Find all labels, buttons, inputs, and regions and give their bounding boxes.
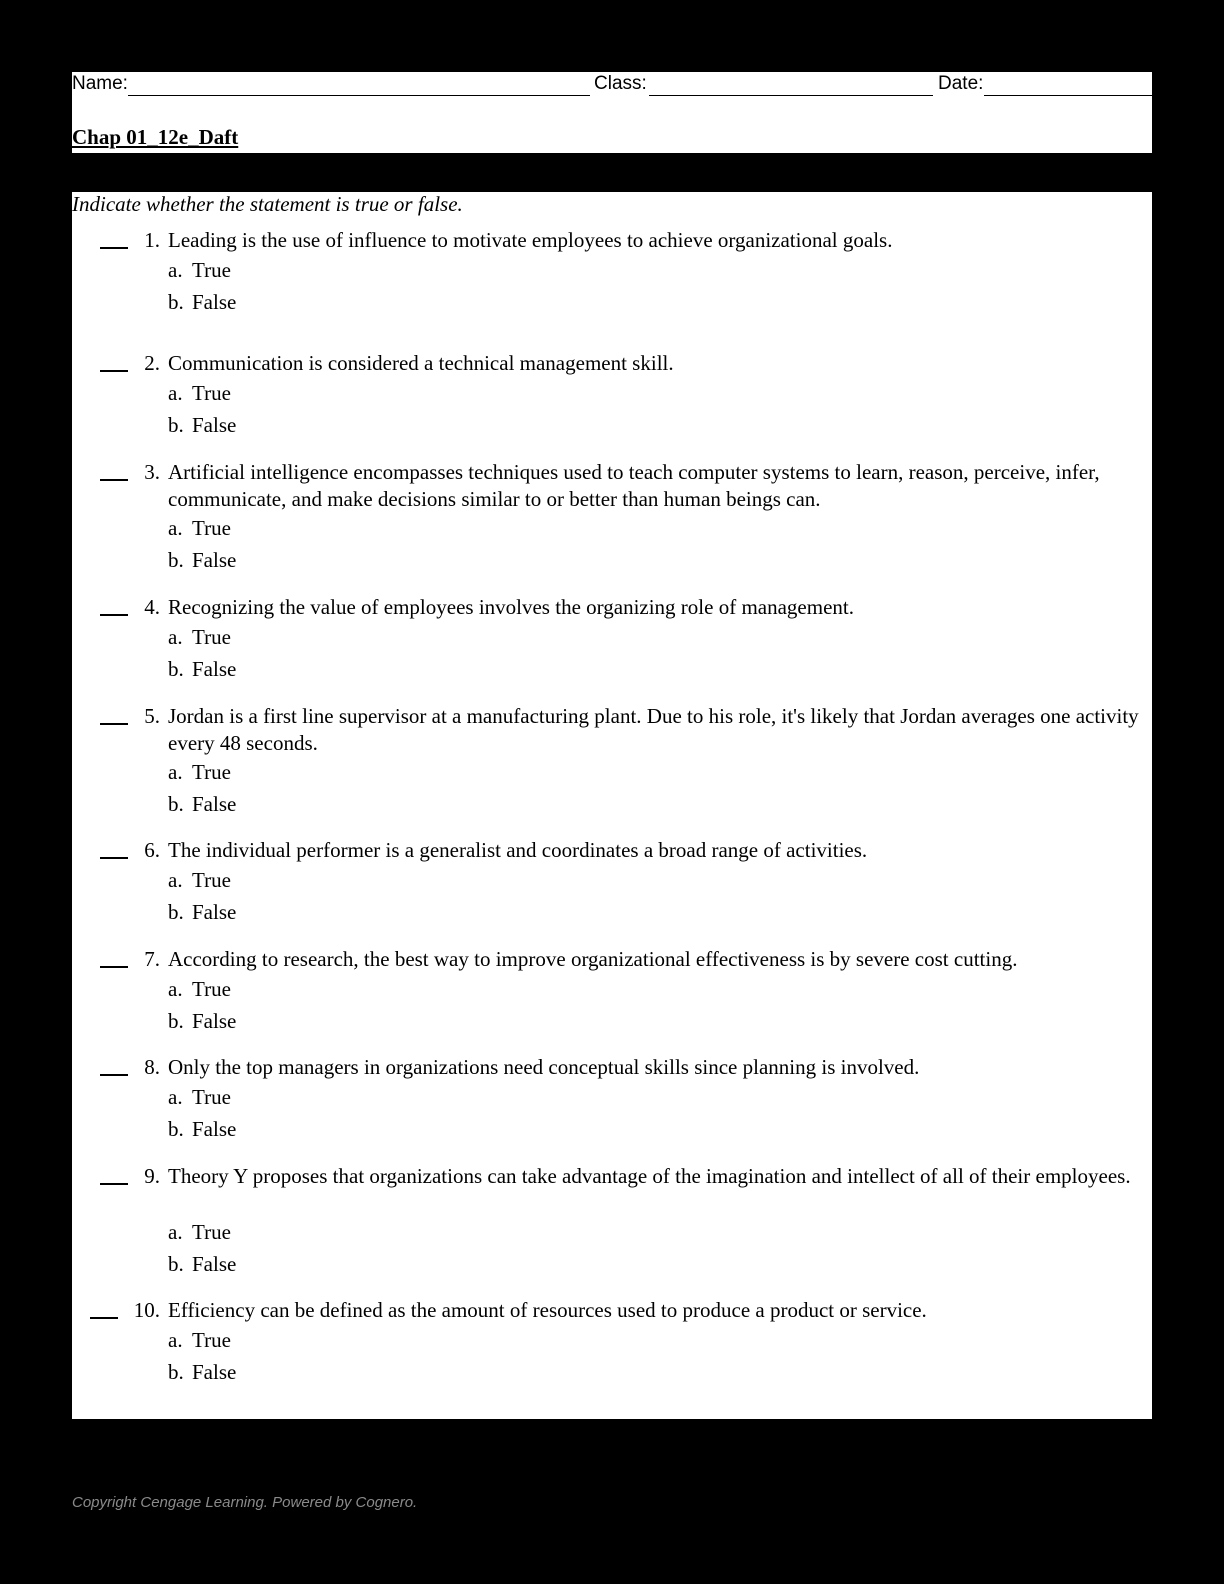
- question-text: According to research, the best way to improve organizational effectiveness is by severe cost cutting.: [168, 947, 1018, 971]
- option-true: [168, 380, 231, 407]
- chapter-title: Chap 01_12e_Daft: [72, 125, 239, 149]
- question-number: 1.: [144, 228, 160, 252]
- option-letter: b.: [168, 290, 184, 314]
- date-field[interactable]: [984, 95, 1152, 96]
- option-label: False: [192, 1360, 237, 1384]
- option-letter: a.: [168, 868, 183, 892]
- option-letter: b.: [168, 657, 184, 681]
- question-number: 2.: [144, 351, 160, 375]
- option-letter: a.: [168, 977, 183, 1001]
- question-number: 6.: [144, 838, 160, 862]
- question-text: Recognizing the value of employees involves the organizing role of management.: [168, 595, 854, 619]
- option-label: True: [192, 516, 231, 540]
- option-true: [168, 1327, 231, 1354]
- option-label: True: [192, 625, 231, 649]
- option-label: False: [192, 548, 237, 572]
- option-letter: a.: [168, 1220, 183, 1244]
- instructions: Indicate whether the statement is true or false.: [72, 192, 463, 216]
- question-text: Leading is the use of influence to motivate employees to achieve organizational goals.: [168, 228, 893, 252]
- option-letter: b.: [168, 900, 184, 924]
- option-letter: a.: [168, 516, 183, 540]
- class-label: Class:: [594, 73, 647, 94]
- option-false: [168, 1359, 236, 1386]
- name-field[interactable]: [128, 95, 590, 96]
- option-false: [168, 289, 236, 316]
- date-label: Date:: [938, 73, 984, 94]
- option-false: [168, 1116, 236, 1143]
- option-letter: b.: [168, 1360, 184, 1384]
- question-text: Artificial intelligence encompasses techniques used to teach computer systems to learn, reason, perceive, infer, communicate, and make decisions similar to or better than human beings can.: [168, 460, 1100, 511]
- option-letter: a.: [168, 625, 183, 649]
- option-label: False: [192, 657, 237, 681]
- name-label: Name:: [72, 73, 128, 94]
- option-label: True: [192, 381, 231, 405]
- question-section: [72, 192, 1152, 1419]
- header-box: [72, 72, 1152, 153]
- option-false: [168, 547, 236, 574]
- option-label: False: [192, 290, 237, 314]
- option-false: [168, 412, 236, 439]
- question-number: 8.: [144, 1055, 160, 1079]
- class-field[interactable]: [649, 95, 933, 96]
- question-number: 10.: [133, 1298, 160, 1322]
- option-label: False: [192, 900, 237, 924]
- option-true: [168, 976, 231, 1003]
- question-text: Jordan is a first line supervisor at a manufacturing plant. Due to his role, it's likely that Jordan averages one activity every 48 seconds.: [168, 704, 1139, 755]
- option-false: [168, 791, 236, 818]
- option-label: True: [192, 1328, 231, 1352]
- option-false: [168, 1008, 236, 1035]
- option-letter: b.: [168, 1009, 184, 1033]
- option-true: [168, 257, 231, 284]
- option-true: [168, 867, 231, 894]
- option-letter: b.: [168, 548, 184, 572]
- option-true: [168, 624, 231, 651]
- option-letter: a.: [168, 381, 183, 405]
- option-letter: a.: [168, 760, 183, 784]
- option-label: True: [192, 760, 231, 784]
- option-label: False: [192, 792, 237, 816]
- option-label: True: [192, 258, 231, 282]
- option-label: True: [192, 977, 231, 1001]
- question-text: The individual performer is a generalist and coordinates a broad range of activities.: [168, 838, 868, 862]
- option-letter: a.: [168, 1328, 183, 1352]
- question-number: 7.: [144, 947, 160, 971]
- question-text: Theory Y proposes that organizations can take advantage of the imagination and intellect of all of their employees.: [168, 1164, 1131, 1188]
- question-number: 4.: [144, 595, 160, 619]
- option-letter: b.: [168, 1117, 184, 1141]
- option-false: [168, 656, 236, 683]
- option-label: False: [192, 413, 237, 437]
- option-true: [168, 759, 231, 786]
- option-true: [168, 1219, 231, 1246]
- option-letter: b.: [168, 1252, 184, 1276]
- option-letter: a.: [168, 258, 183, 282]
- option-letter: a.: [168, 1085, 183, 1109]
- copyright-footer: Copyright Cengage Learning. Powered by Cognero.: [72, 1494, 418, 1511]
- option-false: [168, 1251, 236, 1278]
- question-text: Communication is considered a technical management skill.: [168, 351, 674, 375]
- option-label: False: [192, 1117, 237, 1141]
- option-label: False: [192, 1009, 237, 1033]
- question-text: Only the top managers in organizations need conceptual skills since planning is involved.: [168, 1055, 920, 1079]
- option-label: True: [192, 868, 231, 892]
- question-number: 9.: [144, 1164, 160, 1188]
- option-letter: b.: [168, 413, 184, 437]
- option-false: [168, 899, 236, 926]
- student-info-row: [72, 72, 1152, 98]
- question-number: 3.: [144, 460, 160, 484]
- option-label: True: [192, 1220, 231, 1244]
- answer-blank[interactable]: [90, 1317, 118, 1319]
- option-label: True: [192, 1085, 231, 1109]
- question-number: 5.: [144, 704, 160, 728]
- option-letter: b.: [168, 792, 184, 816]
- option-true: [168, 1084, 231, 1111]
- question-text: Efficiency can be defined as the amount of resources used to produce a product or service.: [168, 1298, 927, 1322]
- option-label: False: [192, 1252, 237, 1276]
- option-true: [168, 515, 231, 542]
